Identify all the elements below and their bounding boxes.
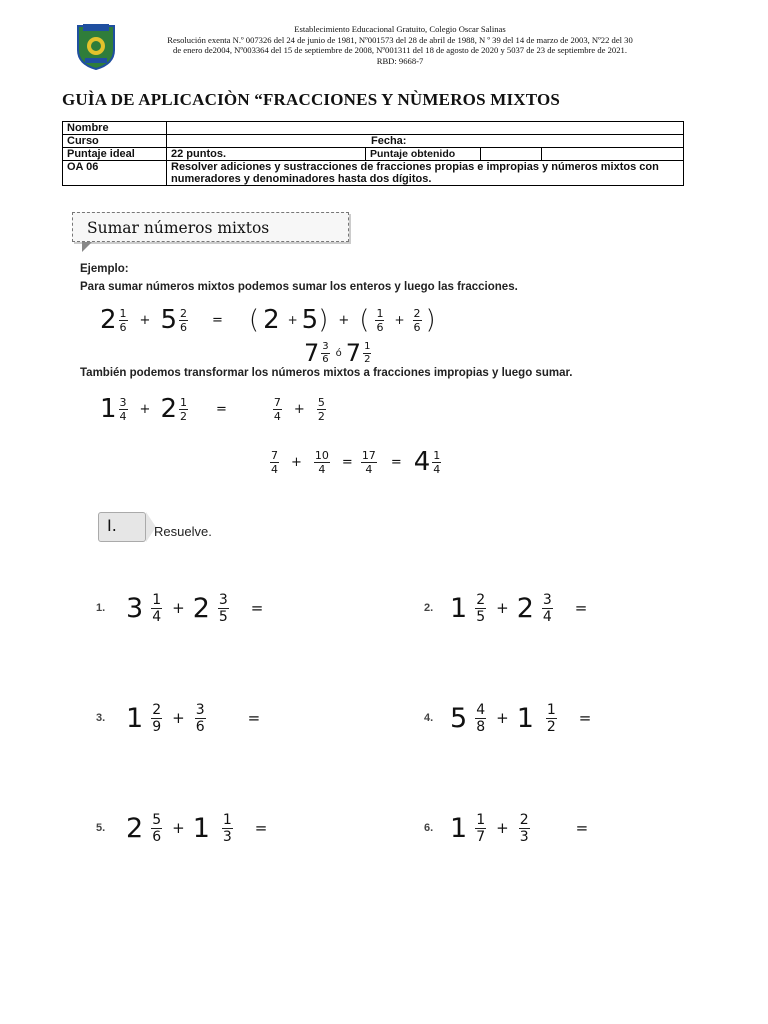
header-line: RBD: 9668-7 <box>376 55 424 66</box>
example-line-2: También podemos transformar los números mixtos a fracciones impropias y luego sumar. <box>80 367 573 379</box>
oa-label: OA 06 <box>63 161 167 186</box>
fraction: $\frac{3}{4}$ <box>542 591 552 625</box>
fraction: 2 5 <box>476 591 486 625</box>
curso-field[interactable] <box>167 135 684 148</box>
fecha-label: Fecha: <box>371 135 407 147</box>
example-line-1: Para sumar números mixtos podemos sumar los enteros y luego las fracciones. <box>80 281 518 293</box>
puntaje-obtenido-field[interactable] <box>481 148 542 160</box>
page-title: GUÌA DE APLICACIÒN “FRACCIONES Y NÙMEROS MIXTOS <box>62 90 561 109</box>
nombre-field[interactable] <box>167 122 684 135</box>
fraction: $\frac{1}{2}$ <box>180 395 187 423</box>
fraction: 3 4 <box>119 395 127 423</box>
whole: 5 <box>160 305 177 335</box>
example-label: Ejemplo: <box>80 263 129 275</box>
whole: 2 <box>100 305 117 335</box>
fraction: 1 4 <box>433 448 441 476</box>
fraction: $\frac{7}{4}$ <box>273 395 281 423</box>
banner-tail <box>82 242 92 252</box>
fraction: $\frac{2}{6}$ <box>180 306 187 334</box>
fraction: $\frac{10}{4}$ <box>314 448 329 476</box>
exercise-6: 6. 1 1 7 + $\frac{2}{3}$ = <box>424 811 589 845</box>
example-expression-1: 2 1 6 + 5 $\frac{2}{6}$ = ( 2 + 5 ) + ( 1 6 + $\frac{2}{6}$ ) <box>100 305 436 335</box>
header-line: de enero de2004, Nº003364 del 15 de septiembre de 2008, Nº001311 del 18 de agosto de 2020 y 5037 de 23 de septiembre de 2021. <box>173 45 627 56</box>
fraction: 1 2 <box>364 340 371 365</box>
fraction: $\frac{2}{3}$ <box>519 811 529 845</box>
fraction: $\frac{3}{5}$ <box>218 591 228 625</box>
fraction: 5 6 <box>152 811 162 845</box>
fraction: $\frac{1}{2}$ <box>546 701 556 735</box>
fraction: $\frac{3}{6}$ <box>195 701 205 735</box>
example-result-1: 7 3 6 ó 7 1 2 <box>304 339 371 367</box>
puntaje-obtenido-label: Puntaje obtenido <box>366 148 481 160</box>
section-numeral: I. <box>98 512 146 542</box>
example-expression-2: 1 3 4 + 2 $\frac{1}{2}$ = $\frac{7}{4}$ + $\frac{5}{2}$ <box>100 394 325 424</box>
nombre-label: Nombre <box>63 122 167 135</box>
student-info-table <box>62 121 684 186</box>
fraction: 1 6 <box>119 306 127 334</box>
fraction: 7 4 <box>271 448 278 476</box>
fraction: 1 7 <box>476 811 486 845</box>
exercise-2: 2. 1 2 5 + 2 $\frac{3}{4}$ = <box>424 591 588 625</box>
puntaje-row <box>167 148 684 161</box>
exercise-5: 5. 2 5 6 + 1 $\frac{1}{3}$ = <box>96 811 268 845</box>
fraction: $\frac{2}{6}$ <box>413 306 421 334</box>
fraction: 2 9 <box>152 701 162 735</box>
fraction: $\frac{5}{2}$ <box>317 395 325 423</box>
school-header <box>120 24 680 66</box>
example-expression-3: 7 4 + $\frac{10}{4}$ = $\frac{17}{4}$ = 4 1 4 <box>271 447 441 477</box>
fraction: 3 6 <box>322 340 329 365</box>
puntaje-ideal-label: Puntaje ideal <box>63 148 167 161</box>
header-line: Establecimiento Educacional Gratuito, Colegio Oscar Salinas <box>294 24 506 34</box>
resuelve-label: Resuelve. <box>154 524 212 539</box>
exercise-4: 4. 5 4 8 + 1 $\frac{1}{2}$ = <box>424 701 592 735</box>
puntaje-ideal-value: 22 puntos. <box>167 148 366 160</box>
curso-label: Curso <box>63 135 167 148</box>
oa-text: Resolver adiciones y sustracciones de fracciones propias e impropias y números mixtos con numeradores y denominadores hasta dos dígitos. <box>167 161 684 186</box>
fraction: 1 4 <box>152 591 162 625</box>
exercise-1: 1. 3 1 4 + 2 $\frac{3}{5}$ = <box>96 591 264 625</box>
fraction: 4 8 <box>476 701 486 735</box>
section-banner: Sumar números mixtos <box>72 212 349 242</box>
exercise-3: 3. 1 2 9 + $\frac{3}{6}$ = <box>96 701 261 735</box>
fraction: $\frac{17}{4}$ <box>361 448 376 476</box>
fraction: 1 6 <box>376 306 384 334</box>
school-logo <box>75 22 117 70</box>
header-line: Resolución exenta N.º 007326 del 24 de junio de 1981, Nº001573 del 28 de abril de 1988, N º 39 del 14 de marzo de 2003, Nº22 del 30 <box>167 34 633 45</box>
fraction: $\frac{1}{3}$ <box>222 811 232 845</box>
